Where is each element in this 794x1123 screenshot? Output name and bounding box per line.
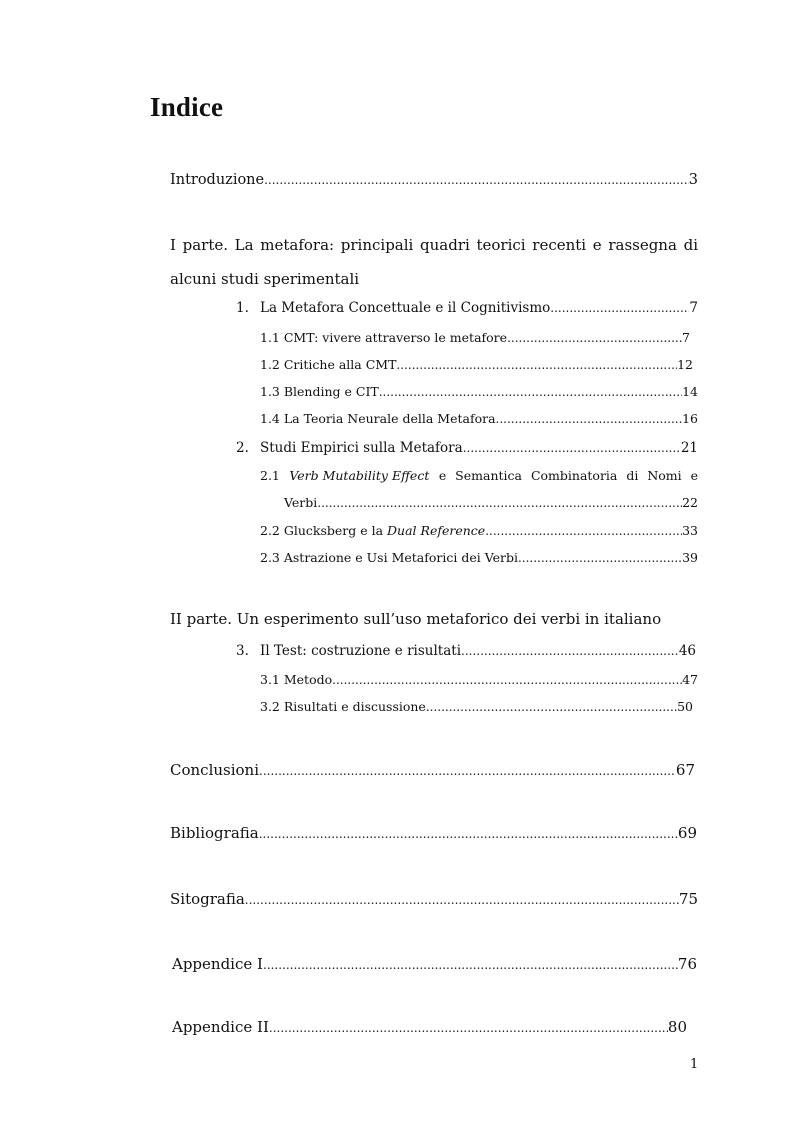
toc-entry-label: Bibliografia — [170, 824, 259, 842]
section-number: 2.1 — [260, 468, 280, 483]
leader-dots — [426, 700, 677, 714]
toc-entry-2-1[interactable] — [260, 468, 698, 483]
page-title: Indice — [150, 92, 224, 122]
toc-entry-label: 1.4 La Teoria Neurale della Metafora — [260, 411, 496, 426]
toc-entry-1-3[interactable] — [260, 384, 698, 399]
chapter-number: 2. — [236, 440, 249, 456]
leader-dots — [550, 301, 689, 315]
leader-dots — [396, 358, 677, 372]
toc-entry-1-2[interactable] — [260, 357, 693, 372]
toc-entry-1-1[interactable] — [260, 330, 690, 345]
toc-entry-chapter-1[interactable] — [236, 300, 698, 316]
toc-entry-label: Appendice I — [172, 955, 263, 973]
leader-dots — [485, 524, 682, 538]
leader-dots — [461, 644, 679, 658]
toc-entry-label: 2.2 Glucksberg e la — [260, 523, 388, 538]
toc-entry-label: Verbi — [284, 495, 318, 510]
toc-entry-label: 3.2 Risultati e discussione — [260, 699, 426, 714]
leader-dots — [259, 827, 678, 841]
part-heading-line: I parte. La metafora: principali quadri teorici recenti e rassegna di — [170, 236, 698, 254]
toc-entry-page: 16 — [682, 411, 698, 426]
toc-entry-page: 7 — [689, 300, 698, 316]
toc-entry-label: Appendice II — [172, 1018, 269, 1036]
toc-entry-conclusioni[interactable] — [170, 761, 695, 779]
toc-entry-3-1[interactable] — [260, 672, 698, 687]
chapter-number: 3. — [236, 643, 249, 659]
toc-entry-page: 21 — [680, 440, 698, 456]
page-number: 1 — [690, 1057, 699, 1072]
leader-dots — [259, 764, 676, 778]
toc-entry-2-2[interactable] — [260, 523, 698, 538]
leader-dots — [332, 673, 682, 687]
toc-entry-appendice-1[interactable] — [172, 955, 697, 973]
toc-entry-label: Il Test: costruzione e risultati — [260, 643, 462, 659]
toc-entry-page: 67 — [675, 761, 695, 779]
leader-dots — [245, 893, 679, 907]
toc-entry-page: 33 — [682, 523, 698, 538]
toc-entry-label: 1.2 Critiche alla CMT — [260, 357, 397, 372]
toc-entry-chapter-3[interactable] — [236, 643, 696, 659]
toc-entry-page: 75 — [678, 890, 698, 908]
toc-entry-appendice-2[interactable] — [172, 1018, 687, 1036]
leader-dots — [264, 173, 689, 187]
toc-entry-label: 3.1 Metodo — [260, 672, 333, 687]
toc-entry-label: Introduzione — [170, 172, 265, 188]
toc-entry-italic: Verb Mutability Effect — [289, 468, 430, 483]
toc-entry-page: 69 — [677, 824, 697, 842]
part-heading-2: II parte. Un esperimento sull’uso metaforico dei verbi in italiano — [170, 610, 662, 628]
toc-entry-label: Studi Empirici sulla Metafora — [260, 440, 463, 456]
toc-entry-page: 22 — [682, 495, 698, 510]
toc-entry-page: 12 — [677, 357, 693, 372]
toc-entry-page: 14 — [682, 384, 698, 399]
toc-entry-label: La Metafora Concettuale e il Cognitivismo — [260, 300, 551, 316]
leader-dots — [507, 331, 682, 345]
part-heading-1 — [170, 228, 698, 262]
toc-entry-chapter-2[interactable] — [236, 440, 698, 456]
part-heading-line-2: alcuni studi sperimentali — [170, 270, 360, 288]
toc-entry-label: e Semantica Combinatoria di Nomi e — [438, 468, 698, 483]
toc-entry-page: 39 — [682, 550, 698, 565]
toc-entry-page: 80 — [667, 1018, 687, 1036]
toc-entry-italic: Dual Reference — [387, 523, 486, 538]
toc-entry-2-3[interactable] — [260, 550, 698, 565]
toc-entry-page: 47 — [682, 672, 698, 687]
leader-dots — [379, 385, 682, 399]
toc-entry-sitografia[interactable] — [170, 890, 698, 908]
toc-entry-label: Conclusioni — [170, 761, 260, 779]
toc-entry-bibliografia[interactable] — [170, 824, 697, 842]
toc-entry-3-2[interactable] — [260, 699, 693, 714]
toc-entry-page: 50 — [677, 699, 693, 714]
toc-entry-page: 76 — [677, 955, 697, 973]
toc-entry-introduzione[interactable] — [170, 172, 698, 188]
toc-entry-page: 3 — [688, 172, 698, 188]
chapter-number: 1. — [236, 300, 249, 316]
leader-dots — [317, 496, 682, 510]
toc-entry-1-4[interactable] — [260, 411, 698, 426]
toc-entry-label: 2.3 Astrazione e Usi Metaforici dei Verbi — [260, 550, 518, 565]
toc-entry-label: 1.1 CMT: vivere attraverso le metafore — [260, 330, 508, 345]
toc-entry-2-1-cont[interactable] — [284, 495, 698, 510]
leader-dots — [263, 958, 678, 972]
toc-entry-label: Sitografia — [170, 890, 245, 908]
leader-dots — [269, 1021, 668, 1035]
leader-dots — [496, 412, 683, 426]
toc-entry-page: 46 — [678, 643, 696, 659]
toc-entry-page: 7 — [682, 330, 690, 345]
leader-dots — [463, 441, 681, 455]
toc-entry-label: 1.3 Blending e CIT — [260, 384, 379, 399]
leader-dots — [518, 551, 682, 565]
